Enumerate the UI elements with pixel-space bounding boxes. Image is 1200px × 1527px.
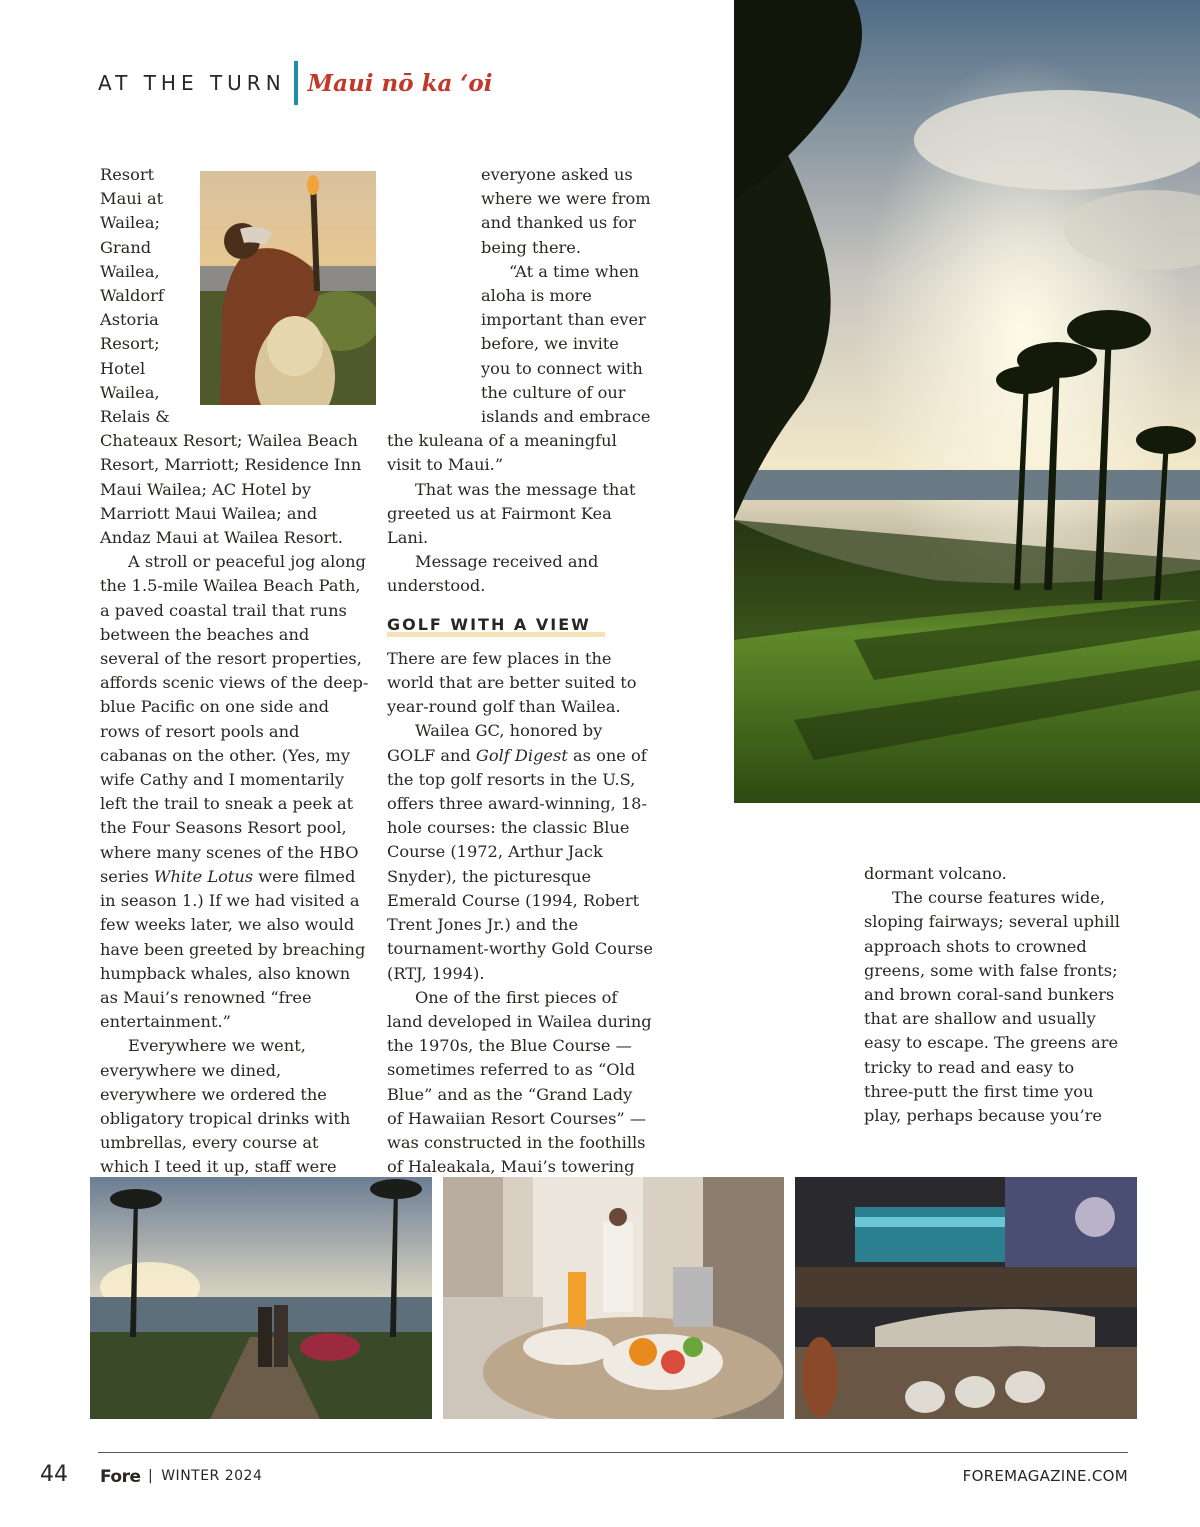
section-label: AT THE TURN	[98, 71, 286, 95]
issue-label	[140, 1468, 262, 1484]
kicker-divider	[294, 61, 298, 105]
article-column-1: Resort Maui at Wailea; Grand Wailea, Waldorf Astoria Resort; Hotel Wailea, Relais & Chateaux Resort; Wailea Beach Resort, Marriott; Residence Inn Maui Wailea; AC Hotel by Marriott Maui Wailea; and Andaz Maui at Wailea Resort. A stroll or peaceful jog along the 1.5-mile Wailea Beach Path, a paved coastal trail that runs between the beaches and several of the resort properties, affords scenic views of the deep-blue Pacific on one side and rows of resort pools and cabanas on the other. (Yes, my wife Cathy and I momentarily left the trail to sneak a peek at the Four Seasons Resort pool, where many scenes of the HBO series White Lotus were filmed in season 1.) If we had visited a few weeks later, we also would have been greeted by breaching humpback whales, also known as Maui’s renowned “free entertainment.” Everywhere we went, everywhere we dined, everywhere we ordered the obligatory tropical drinks with umbrellas, every course at which I teed it up, staff were	[100, 163, 370, 1252]
page-number: 44	[40, 1462, 68, 1487]
golf-course-sunset-photo	[734, 0, 1200, 803]
conch-blower-photo	[200, 171, 376, 405]
restaurant-bar-photo	[795, 1177, 1137, 1419]
room-breakfast-photo	[443, 1177, 784, 1419]
section-kicker	[98, 64, 493, 102]
footer-separator: |	[148, 1468, 154, 1484]
footer-rule	[98, 1452, 1128, 1453]
website-link[interactable]: FOREMAGAZINE.COM	[962, 1467, 1128, 1485]
article-column-3: dormant volcano. The course features wide, sloping fairways; several uphill approach shots to crowned greens, some with false fronts; and brown coral-sand bunkers that are shallow and usually easy to escape. The greens are tricky to read and easy to three-putt the first time you play, perhaps because you’re	[864, 864, 1120, 1126]
beach-walk-photo	[90, 1177, 432, 1419]
article-column-2: everyone asked us where we were from and thanked us for being there. “At a time when aloha is more important than ever before, we invite you to connect with the culture of our islands and embrace the kuleana of a meaningful visit to Maui.” That was the message that greeted us at Fairmont Kea Lani. Message received and understood. GOLF WITH A VIEW There are few places in the world that are better suited to year-round golf than Wailea. Wailea GC, honored by GOLF and Golf Digest as one of the top golf resorts in the U.S, offers three award-winning, 18-hole courses: the classic Blue Course (1972, Arthur Jack Snyder), the picturesque Emerald Course (1994, Robert Trent Jones Jr.) and the tournament-worthy Gold Course (RTJ, 1994). One of the first pieces of land developed in Wailea during the 1970s, the Blue Course — sometimes referred to as “Old Blue” and as the “Grand Lady of Hawaiian Resort Courses” — was constructed in the foothills of Haleakala, Maui’s towering	[387, 165, 653, 1177]
section-subhead: GOLF WITH A VIEW	[387, 613, 605, 637]
article-title: Maui nō ka ʻoi	[307, 69, 493, 97]
magazine-logo: Fore	[100, 1467, 141, 1487]
issue-date: WINTER 2024	[161, 1468, 263, 1484]
